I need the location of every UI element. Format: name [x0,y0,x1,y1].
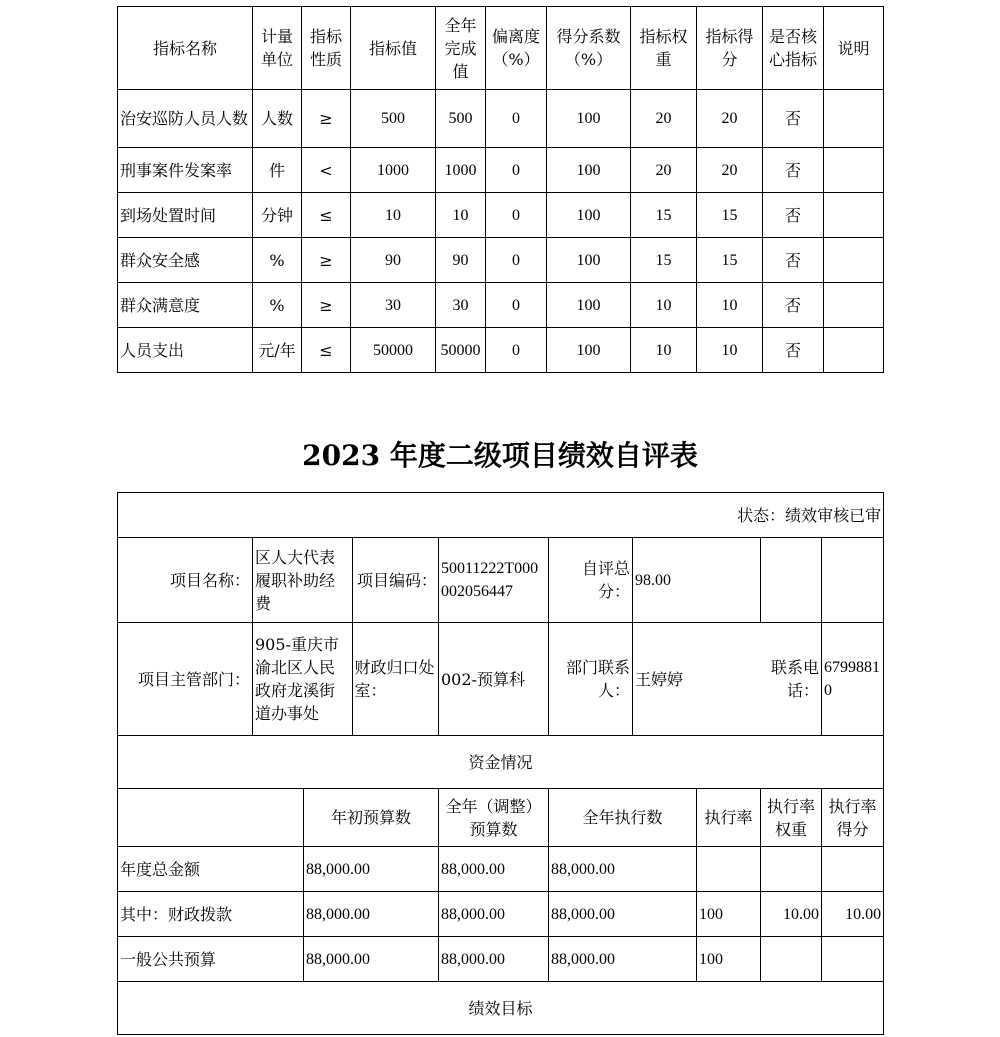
phone-value: 67998810 [822,623,884,736]
indicator-header-row [118,7,884,90]
cell-target: 30 [351,283,436,328]
page-title: 2023 年度二级项目绩效自评表 [302,439,698,472]
cell-score: 20 [697,148,763,193]
goals-section-title: 绩效目标 [118,982,884,1035]
dept-inner [253,623,439,735]
funds-rate-weight [761,847,822,892]
phone-label: 联系电话： [761,623,822,736]
cell-score: 15 [697,238,763,283]
funds-rate-score [822,847,884,892]
cell-score: 10 [697,283,763,328]
cell-target: 50000 [351,328,436,373]
cell-unit: 分钟 [253,193,302,238]
cell-target: 1000 [351,148,436,193]
header-core-indicator: 是否核心指标 [763,7,824,90]
table-row [118,937,884,982]
department-row [118,623,884,736]
cell-note [824,328,884,373]
table-row [118,328,884,373]
cell-name: 群众满意度 [118,283,253,328]
contact-value: 王婷婷 [633,623,761,736]
table-row [118,238,884,283]
funds-rate-score [822,937,884,982]
cell-core: 否 [763,90,824,148]
empty-cell [761,538,822,623]
header-note: 说明 [824,7,884,90]
cell-target: 500 [351,90,436,148]
contact-label: 部门联系人： [549,623,633,736]
cell-score: 10 [697,328,763,373]
cell-weight: 10 [631,328,697,373]
header-actual-value: 全年完成值 [436,7,486,90]
cell-score: 20 [697,90,763,148]
dept-value: 905-重庆市渝北区人民政府龙溪街道办事处 [253,623,352,735]
header-weight: 指标权重 [631,7,697,90]
funds-adjusted: 88,000.00 [439,892,549,937]
cell-target: 10 [351,193,436,238]
goals-section-row [118,982,884,1035]
funds-initial: 88,000.00 [304,937,439,982]
cell-nature: ≥ [302,90,351,148]
cell-unit: 元/年 [253,328,302,373]
funds-row-label: 一般公共预算 [118,937,304,982]
project-code-label: 项目编码： [356,570,437,590]
empty-cell [822,538,884,623]
cell-coefficient: 100 [547,90,631,148]
cell-weight: 20 [631,90,697,148]
cell-deviation: 0 [486,238,547,283]
cell-weight: 10 [631,283,697,328]
funds-rate: 100 [697,892,761,937]
cell-score: 15 [697,193,763,238]
project-name-split [253,538,439,623]
cell-note [824,283,884,328]
funds-adjusted: 88,000.00 [439,937,549,982]
cell-core: 否 [763,193,824,238]
funds-header-row [118,789,884,847]
header-unit: 计量单位 [253,7,302,90]
funds-header-adjusted: 全年（调整）预算数 [439,789,549,847]
cell-note [824,90,884,148]
funds-rate-weight [761,937,822,982]
table-row [118,847,884,892]
cell-core: 否 [763,283,824,328]
cell-coefficient: 100 [547,238,631,283]
cell-core: 否 [763,148,824,193]
header-indicator-name: 指标名称 [118,7,253,90]
funds-executed: 88,000.00 [549,937,697,982]
funds-rate-score: 10.00 [822,892,884,937]
funds-row-label: 年度总金额 [118,847,304,892]
table-row [118,90,884,148]
cell-coefficient: 100 [547,328,631,373]
cell-note [824,193,884,238]
dept-split [253,623,439,736]
cell-core: 否 [763,238,824,283]
table-row [118,193,884,238]
funds-header-initial: 年初预算数 [304,789,439,847]
project-code: 50011222T000002056447 [439,538,549,623]
funds-header-rate: 执行率 [697,789,761,847]
header-score-coefficient: 得分系数（%） [547,7,631,90]
table-row [118,892,884,937]
cell-actual: 30 [436,283,486,328]
dept-label: 项目主管部门： [118,623,253,736]
funds-header-rate-weight: 执行率权重 [761,789,822,847]
cell-core: 否 [763,328,824,373]
cell-deviation: 0 [486,193,547,238]
cell-note [824,238,884,283]
cell-actual: 1000 [436,148,486,193]
cell-unit: % [253,238,302,283]
funds-header-rate-score: 执行率得分 [822,789,884,847]
cell-deviation: 0 [486,283,547,328]
evaluation-table [117,492,884,1035]
funds-section-row [118,736,884,789]
funds-initial: 88,000.00 [304,892,439,937]
cell-nature: ≤ [302,193,351,238]
cell-deviation: 0 [486,90,547,148]
cell-actual: 500 [436,90,486,148]
cell-nature: < [302,148,351,193]
cell-deviation: 0 [486,148,547,193]
finance-value: 002-预算科 [439,623,549,736]
score-label: 自评总分： [549,538,633,623]
cell-unit: 件 [253,148,302,193]
project-name: 区人大代表履职补助经费 [253,538,352,622]
score-value: 98.00 [633,538,761,623]
cell-name: 人员支出 [118,328,253,373]
project-name-inner [253,538,439,622]
funds-header-executed: 全年执行数 [549,789,697,847]
cell-nature: ≤ [302,328,351,373]
funds-rate: 100 [697,937,761,982]
project-name-row [118,538,884,623]
cell-unit: 人数 [253,90,302,148]
header-score: 指标得分 [697,7,763,90]
cell-name: 群众安全感 [118,238,253,283]
funds-row-label: 其中：财政拨款 [118,892,304,937]
header-target-value: 指标值 [351,7,436,90]
indicator-table [117,6,884,373]
table-row [118,148,884,193]
funds-section-title: 资金情况 [118,736,884,789]
status-text: 状态：绩效审核已审 [118,493,884,538]
cell-coefficient: 100 [547,148,631,193]
cell-unit: % [253,283,302,328]
cell-name: 刑事案件发案率 [118,148,253,193]
finance-label: 财政归口处室： [354,658,435,700]
cell-coefficient: 100 [547,193,631,238]
cell-actual: 10 [436,193,486,238]
cell-target: 90 [351,238,436,283]
funds-rate-weight: 10.00 [761,892,822,937]
cell-actual: 50000 [436,328,486,373]
cell-weight: 20 [631,148,697,193]
cell-nature: ≥ [302,238,351,283]
funds-rate [697,847,761,892]
funds-adjusted: 88,000.00 [439,847,549,892]
cell-weight: 15 [631,193,697,238]
cell-name: 到场处置时间 [118,193,253,238]
status-row [118,493,884,538]
project-name-label: 项目名称： [118,538,253,623]
cell-weight: 15 [631,238,697,283]
funds-header-blank [118,789,304,847]
header-deviation: 偏离度（%） [486,7,547,90]
cell-name: 治安巡防人员人数 [118,90,253,148]
funds-initial: 88,000.00 [304,847,439,892]
cell-deviation: 0 [486,328,547,373]
header-nature: 指标性质 [302,7,351,90]
funds-executed: 88,000.00 [549,892,697,937]
cell-note [824,148,884,193]
cell-coefficient: 100 [547,283,631,328]
cell-actual: 90 [436,238,486,283]
table-row [118,283,884,328]
funds-executed: 88,000.00 [549,847,697,892]
cell-nature: ≥ [302,283,351,328]
